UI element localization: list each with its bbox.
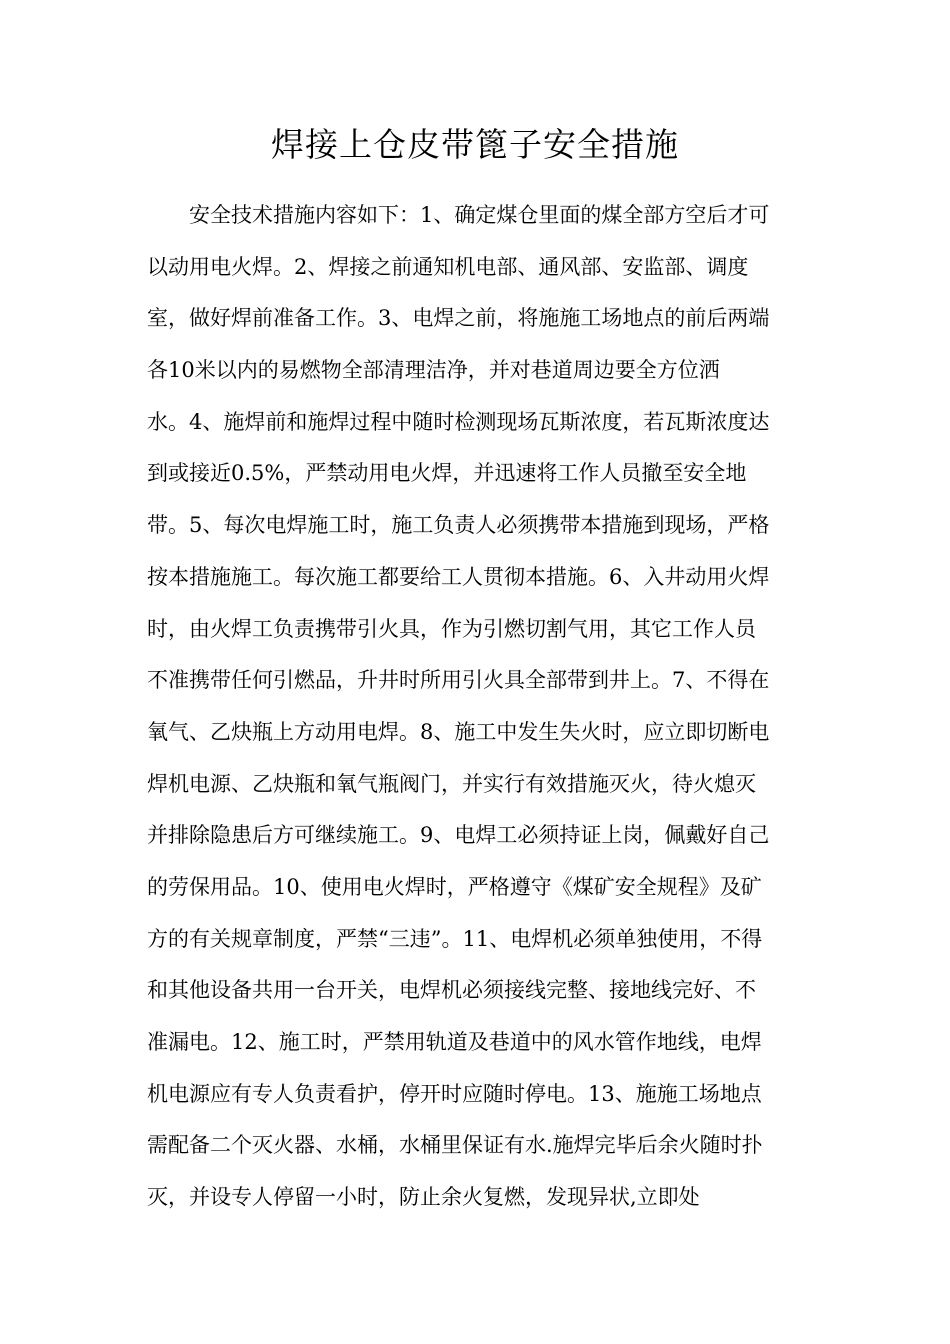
body-line: 和其他设备共用一台开关，电焊机必须接线完整、接地线完好、不: [147, 978, 756, 1003]
body-line: 不准携带任何引燃品，升井时所用引火具全部带到井上。7、不得在: [147, 668, 770, 693]
body-line: 水。4、施焊前和施焊过程中随时检测现场瓦斯浓度，若瓦斯浓度达: [147, 409, 770, 434]
body-line: 准漏电。12、施工时，严禁用轨道及巷道中的风水管作地线，电焊: [147, 1030, 762, 1054]
body-line: 以动用电火焊。2、焊接之前通知机电部、通风部、安监部、调度: [147, 254, 749, 279]
body-line: 室，做好焊前准备工作。3、电焊之前，将施施工场地点的前后两端: [147, 306, 770, 331]
body-line: 焊机电源、乙炔瓶和氧气瓶阀门，并实行有效措施灭火，待火熄灭: [147, 771, 756, 796]
body-line: 灭，并设专人停留一小时，防止余火复燃，发现异状,立即处: [147, 1185, 700, 1210]
body-line: 机电源应有专人负责看护，停开时应随时停电。13、施施工场地点: [147, 1081, 762, 1106]
body-line: 需配备二个灭火器、水桶，水桶里保证有水.施焊完毕后余火随时扑: [147, 1133, 763, 1158]
body-line: 方的有关规章制度，严禁“三违”。11、电焊机必须单独使用，不得: [147, 926, 763, 951]
body-line: 到或接近0.5%，严禁动用电火焊，并迅速将工作人员撤至安全地: [147, 461, 747, 486]
body-line: 时，由火焊工负责携带引火具，作为引燃切割气用，其它工作人员: [147, 616, 756, 641]
body-line: 并排除隐患后方可继续施工。9、电焊工必须持证上岗，佩戴好自己: [147, 823, 770, 848]
body-line: 安全技术措施内容如下：1、确定煤仓里面的煤全部方空后才可: [189, 203, 770, 227]
body-line: 的劳保用品。10、使用电火焊时，严格遵守《煤矿安全规程》及矿: [147, 874, 762, 899]
document-title: 焊接上仓皮带篦子安全措施: [271, 125, 679, 164]
body-line: 各10米以内的易燃物全部清理洁净，并对巷道周边要全方位洒: [147, 358, 720, 383]
body-line: 按本措施施工。每次施工都要给工人贯彻本措施。6、入井动用火焊: [147, 564, 770, 589]
document-body: [147, 190, 817, 1224]
body-line: 带。5、每次电焊施工时，施工负责人必须携带本措施到现场，严格: [147, 513, 770, 538]
body-line: 氧气、乙炔瓶上方动用电焊。8、施工中发生失火时，应立即切断电: [147, 719, 770, 744]
